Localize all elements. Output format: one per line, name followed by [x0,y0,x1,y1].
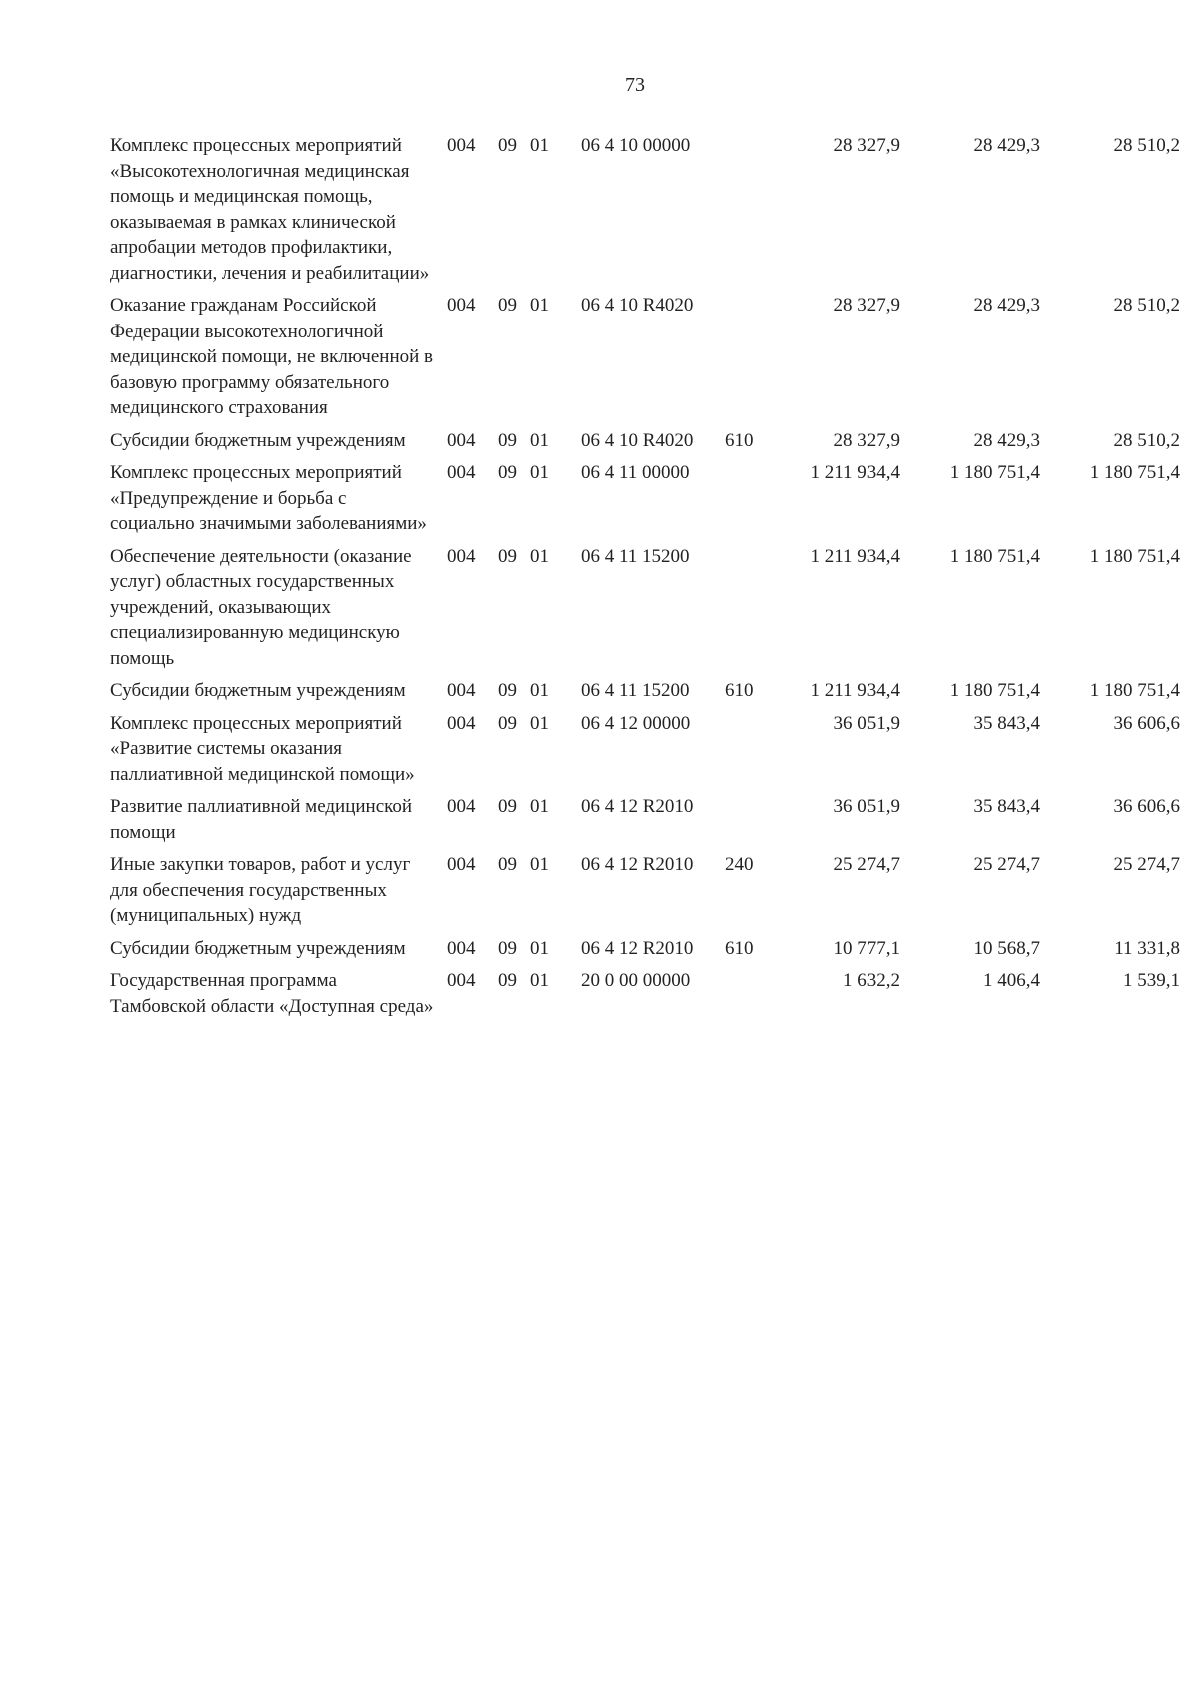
subsection-code: 01 [530,462,549,483]
amount-year-1: 25 274,7 [833,854,900,875]
section-code: 09 [498,970,517,991]
amount-year-3: 1 180 751,4 [1089,545,1180,567]
amount-year-2: 35 843,4 [973,796,1040,817]
table-row [0,460,1180,544]
section-code: 09 [498,429,517,451]
amount-year-3: 28 510,2 [1113,295,1180,316]
section-code: 09 [498,680,517,701]
department-code: 004 [447,970,476,991]
target-article-code: 06 4 11 15200 [581,680,690,701]
expense-type-code: 240 [725,854,754,875]
subsection-code: 01 [530,429,549,451]
table-row [0,852,1180,936]
amount-year-3: 1 180 751,4 [1089,680,1180,701]
table-row [0,544,1180,679]
amount-year-3: 11 331,8 [1114,937,1180,959]
amount-year-1: 28 327,9 [833,135,900,156]
department-code: 004 [447,712,476,734]
target-article-code: 06 4 12 R2010 [581,937,694,959]
subsection-code: 01 [530,854,549,875]
target-article-code: 06 4 10 R4020 [581,295,694,316]
row-name: Субсидии бюджетным учреждениям [110,937,406,959]
department-code: 004 [447,295,476,316]
section-code: 09 [498,854,517,875]
target-article-code: 06 4 11 15200 [581,545,690,567]
row-name: Развитие паллиативной медицинской помощи [110,796,413,843]
target-article-code: 06 4 10 00000 [581,135,691,156]
department-code: 004 [447,135,476,156]
target-article-code: 06 4 11 00000 [581,462,690,483]
target-article-code: 06 4 12 00000 [581,712,691,734]
amount-year-2: 1 406,4 [983,970,1040,991]
expense-type-code: 610 [725,937,754,959]
department-code: 004 [447,680,476,701]
amount-year-3: 1 180 751,4 [1089,462,1180,483]
subsection-code: 01 [530,937,549,959]
amount-year-2: 28 429,3 [973,135,1040,156]
subsection-code: 01 [530,796,549,817]
target-article-code: 06 4 12 R2010 [581,854,694,875]
amount-year-3: 28 510,2 [1113,429,1180,451]
amount-year-1: 36 051,9 [833,712,900,734]
subsection-code: 01 [530,712,549,734]
table-row [0,428,1180,461]
amount-year-1: 1 211 934,4 [810,462,900,483]
table-row [0,968,1180,1026]
amount-year-1: 1 211 934,4 [810,680,900,701]
target-article-code: 20 0 00 00000 [581,970,691,991]
amount-year-2: 1 180 751,4 [949,680,1040,701]
section-code: 09 [498,545,517,567]
section-code: 09 [498,712,517,734]
amount-year-1: 28 327,9 [833,295,900,316]
amount-year-3: 1 539,1 [1123,970,1180,991]
amount-year-2: 10 568,7 [973,937,1040,959]
subsection-code: 01 [530,545,549,567]
page-number: 73 [625,74,645,96]
section-code: 09 [498,937,517,959]
amount-year-1: 1 211 934,4 [810,545,900,567]
section-code: 09 [498,295,517,316]
department-code: 004 [447,545,476,567]
amount-year-2: 1 180 751,4 [949,462,1040,483]
amount-year-1: 36 051,9 [833,796,900,817]
row-name: Иные закупки товаров, работ и услуг для обеспечения государственных (муниципальных) нужд [110,854,411,926]
amount-year-2: 25 274,7 [973,854,1040,875]
budget-table [0,133,1180,1026]
amount-year-3: 25 274,7 [1113,854,1180,875]
amount-year-1: 10 777,1 [833,937,900,959]
amount-year-2: 1 180 751,4 [949,545,1040,567]
amount-year-3: 36 606,6 [1113,796,1180,817]
department-code: 004 [447,796,476,817]
section-code: 09 [498,462,517,483]
subsection-code: 01 [530,680,549,701]
row-name: Комплекс процессных мероприятий «Высокотехнологичная медицинская помощь и медицинская помощь, оказываемая в рамках клинической апробации методов профилактики, диагностики, лечения и реабилитации» [110,135,430,284]
amount-year-3: 28 510,2 [1113,135,1180,156]
row-name: Оказание гражданам Российской Федерации высокотехнологичной медицинской помощи, не включенной в базовую программу обязательного медицинского страхования [110,295,434,418]
table-row [0,711,1180,795]
amount-year-2: 28 429,3 [973,295,1040,316]
table-row [0,293,1180,428]
section-code: 09 [498,796,517,817]
target-article-code: 06 4 10 R4020 [581,429,694,451]
row-name: Государственная программа Тамбовской области «Доступная среда» [110,970,434,1017]
table-row [0,936,1180,969]
department-code: 004 [447,937,476,959]
subsection-code: 01 [530,295,549,316]
department-code: 004 [447,854,476,875]
expense-type-code: 610 [725,429,754,451]
amount-year-2: 28 429,3 [973,429,1040,451]
table-row [0,678,1180,711]
section-code: 09 [498,135,517,156]
row-name: Комплекс процессных мероприятий «Развитие системы оказания паллиативной медицинской помощи» [110,712,415,785]
department-code: 004 [447,429,476,451]
department-code: 004 [447,462,476,483]
amount-year-1: 1 632,2 [843,970,900,991]
row-name: Комплекс процессных мероприятий «Предупреждение и борьба с социально значимыми заболеваниями» [110,462,427,534]
subsection-code: 01 [530,970,549,991]
expense-type-code: 610 [725,680,754,701]
row-name: Субсидии бюджетным учреждениям [110,429,406,451]
row-name: Субсидии бюджетным учреждениям [110,680,406,701]
amount-year-3: 36 606,6 [1113,712,1180,734]
table-row [0,133,1180,293]
amount-year-1: 28 327,9 [833,429,900,451]
target-article-code: 06 4 12 R2010 [581,796,694,817]
amount-year-2: 35 843,4 [973,712,1040,734]
row-name: Обеспечение деятельности (оказание услуг) областных государственных учреждений, оказывающих специализированную медицинскую помощь [110,545,412,669]
subsection-code: 01 [530,135,549,156]
table-row [0,794,1180,852]
